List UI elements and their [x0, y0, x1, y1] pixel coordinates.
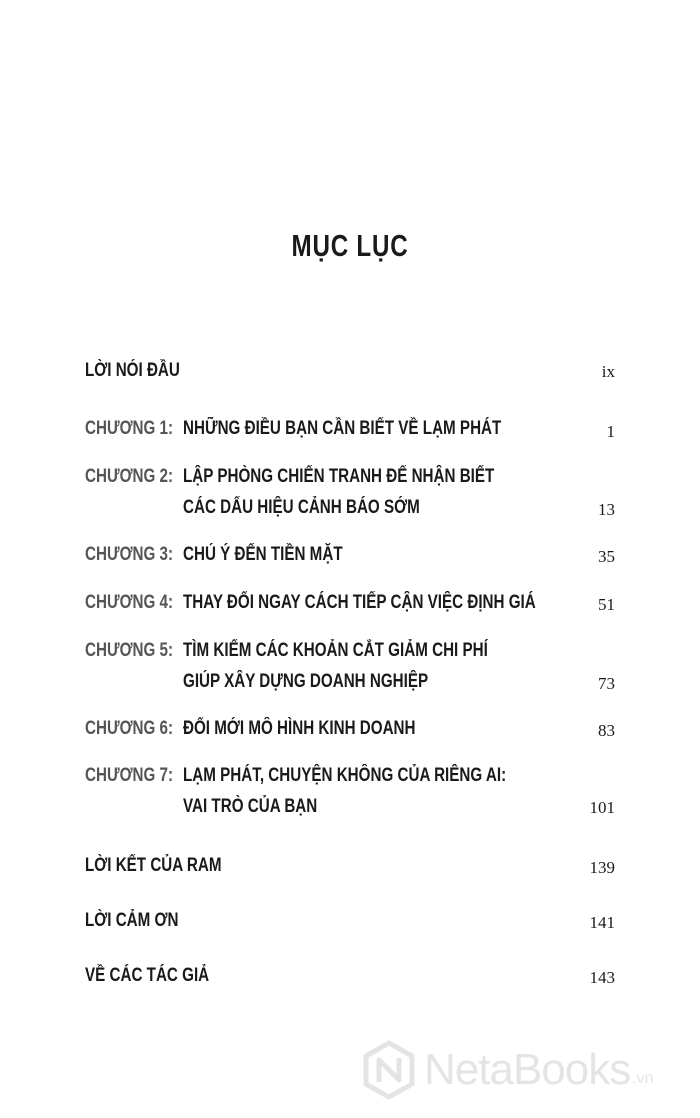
entry-label: LỜI NÓI ĐẦU — [85, 360, 180, 381]
chapter-title: NHỮNG ĐIỀU BẠN CẦN BIẾT VỀ LẠM PHÁT — [183, 418, 502, 439]
chapter-label: CHƯƠNG 2: — [85, 466, 174, 487]
chapter-page: 35 — [598, 547, 615, 566]
entry-label: LỜI CẢM ƠN — [85, 910, 179, 931]
entry-page: 139 — [589, 858, 615, 877]
netabooks-logo-icon — [362, 1040, 416, 1100]
chapter-label: CHƯƠNG 3: — [85, 544, 174, 565]
entry-page: 143 — [589, 968, 615, 987]
watermark-suffix: .vn — [632, 1070, 654, 1087]
chapter-page: 51 — [598, 595, 615, 614]
page-title: MỤC LỤC — [291, 228, 409, 263]
netabooks-watermark — [362, 1038, 692, 1102]
chapter-page: 1 — [606, 422, 615, 441]
chapter-page: 13 — [598, 500, 615, 519]
chapter-page: 101 — [589, 798, 615, 817]
entry-label: VỀ CÁC TÁC GIẢ — [85, 965, 210, 986]
chapter-title: THAY ĐỔI NGAY CÁCH TIẾP CẬN VIỆC ĐỊNH GIÁ — [183, 592, 536, 613]
chapter-title: LẠM PHÁT, CHUYỆN KHÔNG CỦA RIÊNG AI: — [183, 765, 507, 786]
watermark-name: NetaBooks — [424, 1045, 631, 1094]
chapter-page: 73 — [598, 674, 615, 693]
chapter-title-line-2: VAI TRÒ CỦA BẠN — [183, 796, 318, 817]
chapter-label: CHƯƠNG 1: — [85, 418, 174, 439]
chapter-page: 83 — [598, 721, 615, 740]
entry-page: ix — [601, 362, 615, 381]
chapter-label: CHƯƠNG 4: — [85, 592, 174, 613]
chapter-title: ĐỔI MỚI MÔ HÌNH KINH DOANH — [183, 718, 416, 739]
chapter-label: CHƯƠNG 7: — [85, 765, 174, 786]
chapter-label: CHƯƠNG 5: — [85, 640, 174, 661]
chapter-title: CHÚ Ý ĐẾN TIỀN MẶT — [183, 544, 343, 565]
entry-label: LỜI KẾT CỦA RAM — [85, 855, 222, 876]
chapter-title: LẬP PHÒNG CHIẾN TRANH ĐỂ NHẬN BIẾT — [183, 466, 495, 487]
chapter-title-line-2: GIÚP XÂY DỰNG DOANH NGHIỆP — [183, 671, 429, 692]
chapter-title: TÌM KIẾM CÁC KHOẢN CẮT GIẢM CHI PHÍ — [183, 640, 488, 661]
chapter-label: CHƯƠNG 6: — [85, 718, 174, 739]
entry-page: 141 — [589, 913, 615, 932]
chapter-title-line-2: CÁC DẤU HIỆU CẢNH BÁO SỚM — [183, 497, 420, 518]
